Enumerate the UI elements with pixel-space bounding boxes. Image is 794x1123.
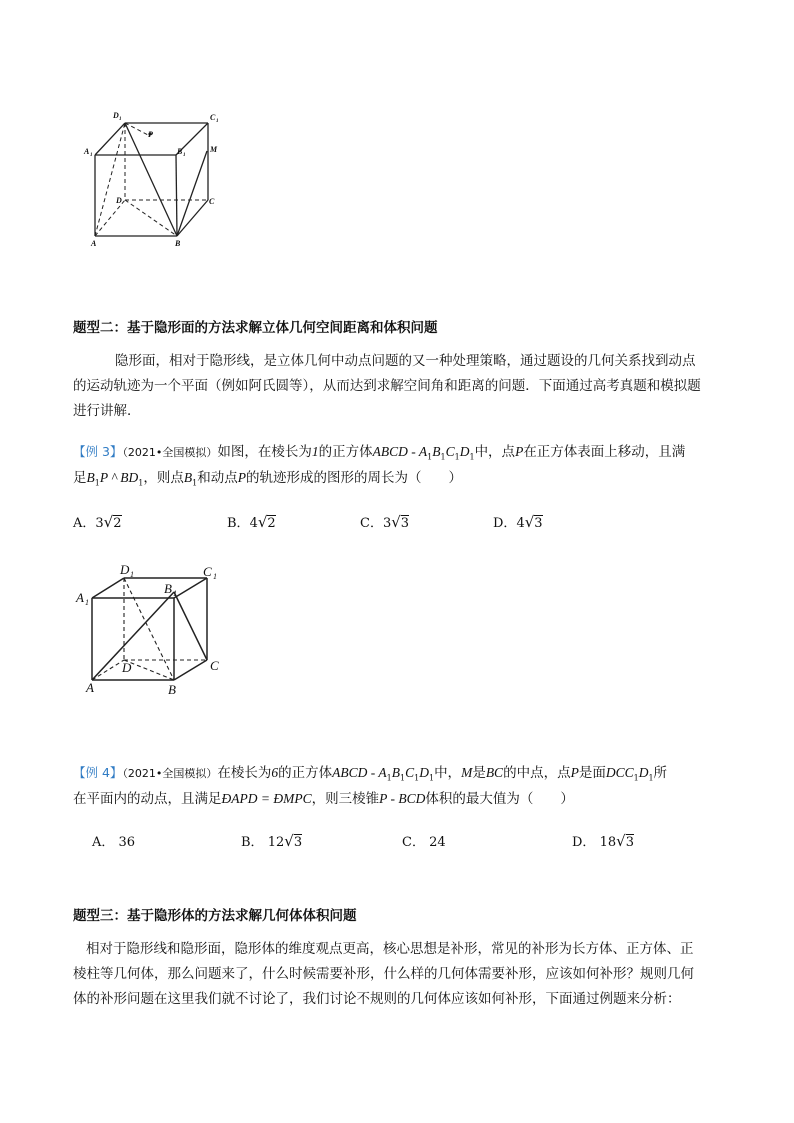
svg-text:1: 1 [213,572,217,581]
label-A: A [91,239,97,248]
example3-tag: 【例 3】 [73,444,123,459]
example3-option-b[interactable]: B．4√2 [227,513,276,531]
svg-text:1: 1 [130,570,134,579]
section2-heading: 题型二：基于隐形面的方法求解立体几何空间距离和体积问题 [73,320,438,336]
example3-option-a[interactable]: A．3√2 [73,513,122,531]
label2-C1: C [203,564,212,579]
section2-intro-line2: 的运动轨迹为一个平面（例如阿氏圆等），从而达到求解空间角和距离的问题．下面通过高考真题和模拟题 [73,378,701,394]
example3-line1: 【例 3】（2021•全国模拟）如图，在棱长为1的正方体ABCD - $A_1B_1C_1D_1$中，点P在正方体表面上移动，且满 [73,444,686,462]
label-C1: C [210,113,216,122]
example4-line2: 在平面内的动点，且满足ÐAPD = ÐMPC，则三棱锥P - BCD体积的最大值为（ ） [73,791,574,807]
label-D: D [116,196,122,205]
label-P: P [148,130,153,139]
label2-C: C [210,658,219,673]
example3-source: （2021•全国模拟） [122,446,218,459]
example4-source: （2021•全国模拟） [122,767,218,780]
example3-option-d[interactable]: D．4√3 [493,513,543,531]
label2-B: B [168,682,176,697]
example4-option-d[interactable]: D． 18√3 [572,832,634,850]
example3-option-c[interactable]: C．3√3 [360,513,410,531]
section3-line2: 棱柱等几何体，那么问题来了，什么时候需要补形，什么样的几何体需要补形，应该如何补形？规则几何 [73,966,694,982]
example4-tag: 【例 4】 [73,765,123,780]
label2-D: D [122,660,132,675]
example4-option-a[interactable]: A． 36 [92,835,136,850]
example3-line2: 足$B_1P$ ^ $BD_1$，则点$B_1$和动点P的轨迹形成的图形的周长为（ ） [73,470,462,488]
svg-text:1: 1 [90,153,93,158]
svg-text:1: 1 [119,117,122,122]
label-D1: D [113,111,119,120]
label2-B1: B [164,581,172,596]
label2-A: A [86,680,94,695]
example4-option-c[interactable]: C． 24 [402,835,446,850]
section3-heading: 题型三：基于隐形体的方法求解几何体体积问题 [73,908,357,924]
label-B: B [175,239,181,248]
label-B1: B [177,147,183,156]
label-M: M [210,145,218,154]
example4-option-b[interactable]: B． 12√3 [241,832,303,850]
example4-line1: 【例 4】（2021•全国模拟）在棱长为6的正方体ABCD - $A_1B_1C_1D_1$中，M是BC的中点，点P是面$DCC_1D_1$所 [73,765,668,783]
section2-intro-line1: 隐形面，相对于隐形线，是立体几何中动点问题的又一种处理策略，通过题设的几何关系找到动点 [115,353,696,369]
figure-cube-1 [80,108,230,250]
label2-A1: A [76,590,84,605]
svg-text:1: 1 [85,598,89,607]
svg-text:1: 1 [216,119,219,124]
figure-cube-2 [72,560,232,700]
label-A1: A [84,147,90,156]
section3-line3: 体的补形问题在这里我们就不讨论了，我们讨论不规则的几何体应该如何补形，下面通过例题来分析： [73,991,681,1007]
section2-intro-line3: 进行讲解． [73,403,141,419]
label-C: C [209,197,215,206]
svg-text:1: 1 [173,589,177,598]
svg-text:1: 1 [183,153,186,158]
label2-D1: D [120,562,130,577]
section3-line1: 相对于隐形线和隐形面，隐形体的维度观点更高，核心思想是补形，常见的补形为长方体、正方体、正 [86,941,694,957]
